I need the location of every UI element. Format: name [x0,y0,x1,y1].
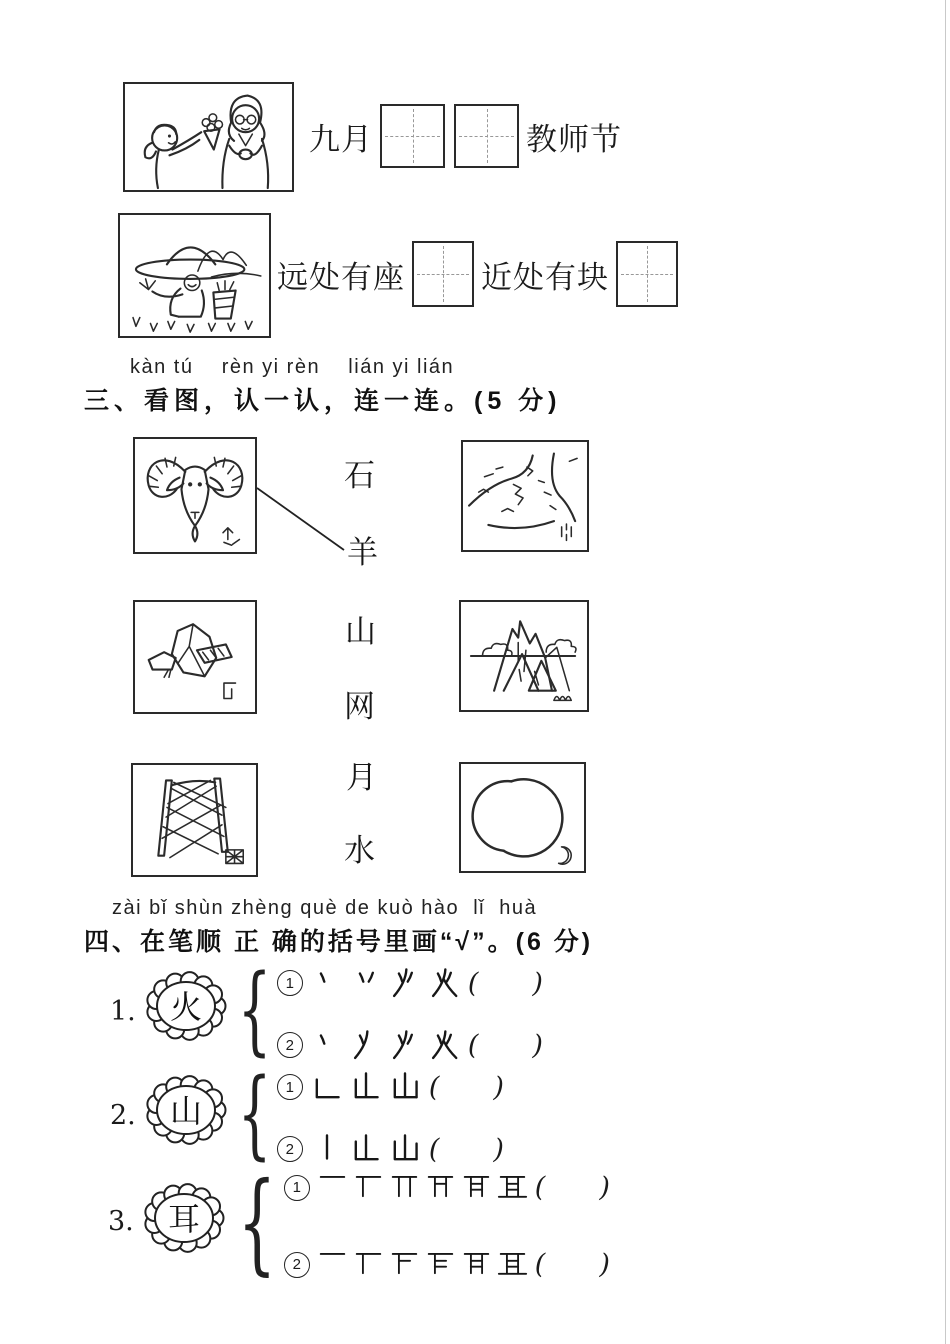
question-number: 1. [110,996,136,1027]
net-picture[interactable] [131,763,258,877]
bracket-open: ( [428,1133,440,1165]
answer-bracket[interactable] [468,968,543,999]
match-char-shui[interactable]: 水 [344,833,375,869]
moon-picture[interactable] [459,762,586,873]
answer-bracket[interactable] [535,1249,610,1280]
stroke-sequence [310,1070,422,1104]
farmer-field-picture [118,213,271,338]
stroke-order-option-2 [277,1132,504,1166]
svg-text:耳: 耳 [167,1200,200,1238]
option-number: 1 [277,970,303,996]
answer-bracket[interactable] [429,1072,504,1103]
character-badge-shan [142,1070,230,1152]
match-char-wang[interactable]: 网 [344,689,375,725]
bracket-open: ( [428,1071,440,1103]
ram-head-picture[interactable] [133,437,257,554]
bracket-open: ( [534,1249,546,1280]
bracket-open: ( [534,1172,546,1203]
fill-line-teachers-day [309,100,622,172]
question-2-shan [110,1058,504,1170]
bracket-close: ) [493,1133,504,1165]
writing-box[interactable] [454,104,519,168]
stroke-sequence [317,1172,528,1203]
phrase-text: 远处有座 [277,259,405,296]
match-char-shan[interactable]: 山 [345,614,376,650]
section4-title: 四、在笔顺 正 确的括号里画“√”。(6 分) [84,928,594,956]
bracket-open: ( [467,967,479,999]
match-char-yang[interactable]: 羊 [347,535,378,571]
answer-bracket[interactable] [535,1172,610,1203]
writing-box[interactable] [380,104,445,168]
fill-line-far-near [277,238,680,310]
stroke-sequence [310,1132,422,1166]
brace: { [237,954,272,1066]
bracket-open: ( [467,1029,479,1061]
answer-bracket[interactable] [429,1134,504,1165]
option-number: 2 [277,1032,303,1058]
match-line-ram-to-yang [255,482,350,556]
rocks-picture[interactable] [133,600,257,714]
stroke-order-option-1 [277,966,543,1000]
question-1-huo [110,954,543,1066]
option-number: 2 [284,1252,310,1278]
bracket-close: ) [599,1249,610,1280]
match-char-shi[interactable]: 石 [344,458,375,494]
brace: { [237,1058,272,1170]
teacher-gift-picture [123,82,294,192]
section4-pinyin: zài bǐ shùn zhèng què de kuò hào lǐ huà [112,897,538,919]
phrase-text: 近处有块 [481,259,609,296]
section3-pinyin: kàn tú rèn yi rèn lián yi lián [130,356,455,378]
svg-text:山: 山 [169,1092,202,1130]
question-number: 3. [108,1206,134,1237]
writing-box[interactable] [412,241,474,307]
bracket-close: ) [532,1029,543,1061]
bracket-close: ) [532,967,543,999]
option-number: 2 [277,1136,303,1162]
character-badge-er [140,1178,228,1260]
option-number: 1 [277,1074,303,1100]
stroke-sequence [310,966,461,1000]
option-number: 1 [284,1175,310,1201]
stroke-order-option-2 [277,1028,543,1062]
stroke-order-option-1 [277,1070,504,1104]
bracket-close: ) [493,1071,504,1103]
match-char-yue[interactable]: 月 [346,760,377,796]
section3-title: 三、看图，认一认，连一连。(5 分) [84,387,562,415]
scan-edge-line [945,0,946,1344]
svg-text:火: 火 [169,988,202,1026]
stroke-order-option-1 [284,1172,610,1203]
answer-bracket[interactable] [468,1030,543,1061]
question-3-er [108,1158,610,1286]
question-number: 2. [110,1100,136,1131]
phrase-text: 九月 [309,121,373,158]
stroke-order-option-2 [284,1249,610,1280]
mountain-picture[interactable] [459,600,589,712]
phrase-text: 教师节 [526,121,622,158]
stroke-sequence [310,1028,461,1062]
brace: { [237,1158,277,1286]
character-badge-huo [142,966,230,1048]
bracket-close: ) [599,1172,610,1203]
stroke-sequence [317,1249,528,1280]
writing-box[interactable] [616,241,678,307]
river-picture[interactable] [461,440,589,552]
